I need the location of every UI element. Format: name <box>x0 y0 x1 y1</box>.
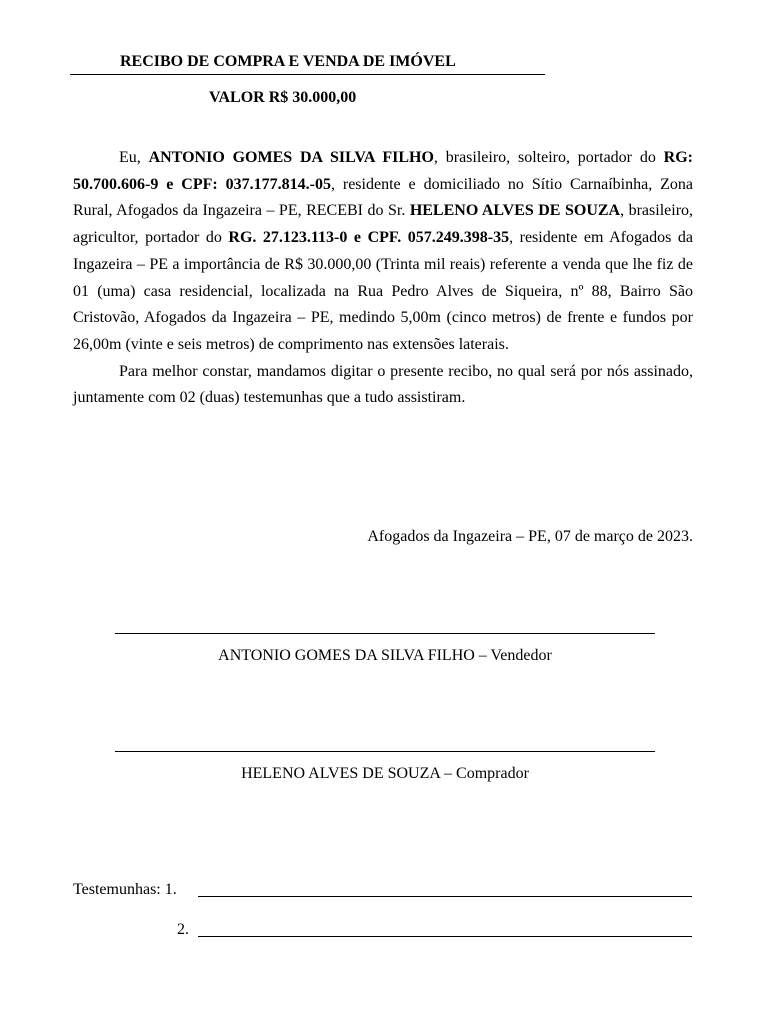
witnesses-label: Testemunhas: 1. <box>73 881 177 898</box>
buyer-signature-line <box>115 751 655 752</box>
buyer-signature-name: HELENO ALVES DE SOUZA – Comprador <box>241 765 529 782</box>
buyer-documents: RG. 27.123.113-0 e CPF. 057.249.398-35 <box>228 229 510 247</box>
seller-name: ANTONIO GOMES DA SILVA FILHO <box>148 149 434 166</box>
seller-documents: RG: 50.700.606-9 e CPF: 037.177.814.-05 <box>73 149 693 193</box>
witness-2-number: 2. <box>177 921 189 938</box>
witness-2-signature-line <box>198 936 692 937</box>
witness-1-signature-line <box>198 896 692 897</box>
receipt-paragraph-1: Eu, ANTONIO GOMES DA SILVA FILHO, brasileiro, solteiro, portador do RG: 50.700.606-9 e CPF: 037.177.814.-05, residente e domiciliado no Sítio Carnaíbinha, Zona Rural, Afogados da Ingazeira – PE, RECEBI do Sr. HELENO ALVES DE SOUZA, brasileiro, agricultor, portador do RG. 27.123.113-0 e CPF. 057.249.398-35, residente em Afogados da Ingazeira – PE a importância de R$ 30.000,00 (Trinta mil reais) referente a venda que lhe fiz de 01 (uma) casa residencial, localizada na Rua Pedro Alves de Siqueira, nº 88, Bairro São Cristovão, Afogados da Ingazeira – PE, medindo 5,00m (cinco metros) de frente e fundos por 26,00m (vinte e seis metros) de comprimento nas extensões laterais. <box>73 149 694 353</box>
document-value: VALOR R$ 30.000,00 <box>209 89 357 106</box>
document-title: RECIBO DE COMPRA E VENDA DE IMÓVEL <box>70 52 545 75</box>
receipt-body <box>73 145 693 412</box>
seller-signature-line <box>115 633 655 634</box>
buyer-name: HELENO ALVES DE SOUZA <box>409 202 621 220</box>
seller-signature-name: ANTONIO GOMES DA SILVA FILHO – Vendedor <box>218 647 552 664</box>
witness-1-number: 1. <box>164 881 177 898</box>
place-and-date: Afogados da Ingazeira – PE, 07 de março de 2023. <box>367 528 693 545</box>
receipt-paragraph-2: Para melhor constar, mandamos digitar o presente recibo, no qual será por nós assinado, juntamente com 02 (duas) testemunhas que a tudo assistiram. <box>73 362 693 407</box>
